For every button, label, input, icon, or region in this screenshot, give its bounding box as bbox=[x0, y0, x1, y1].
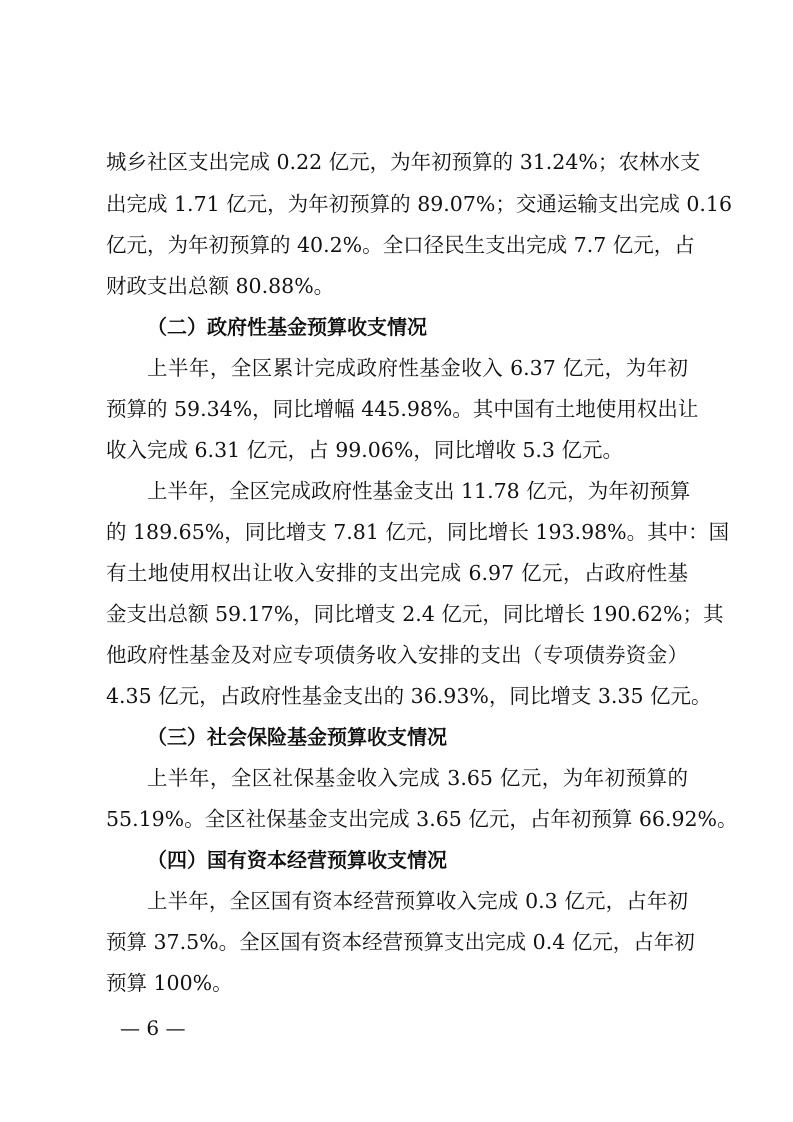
paragraph-line: 上半年，全区社保基金收入完成 3.65 亿元，为年初预算的 bbox=[147, 766, 688, 790]
paragraph-line: 城乡社区支出完成 0.22 亿元，为年初预算的 31.24%；农林水支 bbox=[106, 150, 701, 174]
paragraph-line: 有土地使用权出让收入安排的支出完成 6.97 亿元，占政府性基 bbox=[106, 561, 688, 585]
paragraph-line: 预算 37.5%。全区国有资本经营预算支出完成 0.4 亿元，占年初 bbox=[106, 930, 695, 954]
paragraph-line: 预算 100%。 bbox=[106, 971, 233, 995]
paragraph-line: 上半年，全区国有资本经营预算收入完成 0.3 亿元，占年初 bbox=[147, 889, 688, 913]
paragraph-line: 财政支出总额 80.88%。 bbox=[106, 274, 335, 298]
paragraph-line: 55.19%。全区社保基金支出完成 3.65 亿元，占年初预算 66.92%。 bbox=[106, 807, 738, 831]
paragraph-line: 收入完成 6.31 亿元，占 99.06%，同比增收 5.3 亿元。 bbox=[106, 438, 623, 462]
paragraph-line: 上半年，全区累计完成政府性基金收入 6.37 亿元，为年初 bbox=[147, 356, 688, 380]
page-number: — 6 — bbox=[120, 1016, 186, 1040]
paragraph-line: 4.35 亿元，占政府性基金支出的 36.93%，同比增支 3.35 亿元。 bbox=[106, 684, 712, 708]
paragraph-line: 出完成 1.71 亿元，为年初预算的 89.07%；交通运输支出完成 0.16 bbox=[106, 192, 733, 216]
section-heading-social-insurance: （三）社会保险基金预算收支情况 bbox=[147, 725, 447, 749]
paragraph-line: 上半年，全区完成政府性基金支出 11.78 亿元，为年初预算 bbox=[147, 479, 691, 503]
section-heading-state-capital: （四）国有资本经营预算收支情况 bbox=[147, 848, 447, 872]
section-heading-government-fund: （二）政府性基金预算收支情况 bbox=[147, 315, 427, 339]
paragraph-line: 他政府性基金及对应专项债务收入安排的支出（专项债券资金） bbox=[106, 643, 688, 667]
paragraph-line: 金支出总额 59.17%，同比增支 2.4 亿元，同比增长 190.62%；其 bbox=[106, 602, 724, 626]
paragraph-line: 预算的 59.34%，同比增幅 445.98%。其中国有土地使用权出让 bbox=[106, 397, 699, 421]
paragraph-line: 亿元，为年初预算的 40.2%。全口径民生支出完成 7.7 亿元，占 bbox=[106, 233, 695, 257]
paragraph-line: 的 189.65%，同比增支 7.81 亿元，同比增长 193.98%。其中：国 bbox=[106, 520, 730, 544]
